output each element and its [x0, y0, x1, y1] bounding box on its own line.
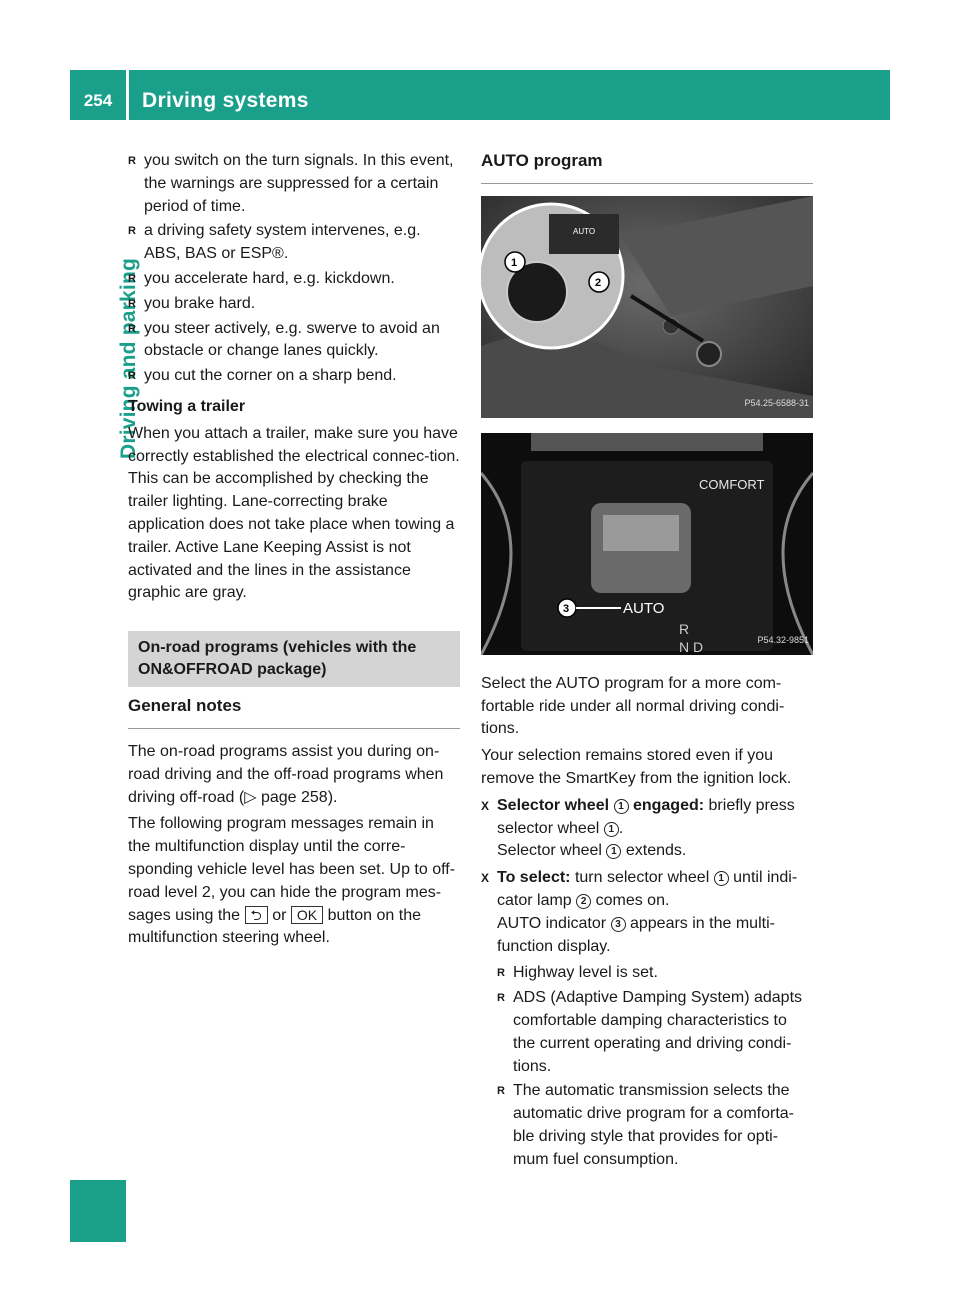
- step2-bold: To select:: [497, 869, 571, 887]
- number-1-icon: 1: [714, 871, 729, 886]
- callout-3: 3: [563, 602, 570, 615]
- back-button-icon: ⮌: [245, 906, 268, 924]
- step2-e: appears in the multi-function display.: [497, 914, 775, 955]
- step2-c: comes on.: [595, 891, 670, 909]
- result-list: [497, 962, 813, 1171]
- callout-1: 1: [511, 256, 518, 269]
- general-notes-p2-b: button on the multifunction steering wheel.: [128, 906, 421, 947]
- gear-nd: N D: [679, 638, 704, 655]
- arrow-icon: X: [481, 871, 490, 886]
- ok-button-icon: OK: [291, 906, 323, 924]
- auto-program-heading: AUTO program: [481, 150, 813, 184]
- side-section-label: Driving and parking: [117, 258, 140, 459]
- number-1-icon: 1: [614, 799, 629, 814]
- gear-r: R: [679, 620, 690, 637]
- side-accent-block: [70, 1180, 126, 1242]
- step-selector-wheel: X Selector wheel 1 engaged: briefly press selector wheel 1 . Selector wheel 1 extends.: [481, 796, 795, 860]
- step1-line2: Selector wheel: [497, 842, 602, 860]
- step1-bold2: engaged:: [632, 796, 705, 814]
- or-text: or: [272, 906, 287, 924]
- general-notes-p2-a: The following program messages remain in the multifunction display until the corre-sponding vehicle level has been set. Up to off-road level 2, you can hide the program mes-sages using the: [128, 815, 456, 924]
- list-item: R a driving safety system intervenes, e.g. ABS, BAS or ESP®.: [128, 220, 460, 266]
- page-number: 254: [83, 91, 113, 110]
- warning-conditions-list: [128, 150, 460, 388]
- console-illustration: [481, 196, 813, 418]
- chapter-title: Driving systems: [142, 89, 309, 112]
- right-column: [481, 150, 813, 1176]
- header-separator: [126, 70, 129, 120]
- photo-code: P54.25-6588-31: [744, 398, 809, 408]
- number-3-icon: 3: [611, 917, 626, 932]
- step2-b: until indi-cator lamp: [497, 869, 798, 909]
- general-notes-p2: [128, 813, 460, 950]
- step-select: [481, 867, 813, 1171]
- towing-text: When you attach a trailer, make sure you have correctly established the electrical connec-tion. This can be accomplished by checking the trailer lighting. Lane-correcting brake application does not take place when towing a trailer. Active Lane Keeping Assist is not activated and the lines in the assistance graphic are gray.: [128, 424, 460, 602]
- general-notes-heading: General notes: [128, 695, 460, 729]
- section-banner: On-road programs (vehicles with the ON&OFFROAD package): [128, 631, 460, 687]
- number-1-icon: 1: [604, 822, 619, 837]
- list-item: R you switch on the turn signals. In this event, the warnings are suppressed for a certain period of time.: [128, 150, 460, 218]
- comfort-label: COMFORT: [699, 476, 765, 492]
- cluster-illustration: [481, 433, 813, 655]
- auto-p2: Your selection remains stored even if you remove the SmartKey from the ignition lock.: [481, 747, 792, 787]
- number-2-icon: 2: [576, 894, 591, 909]
- instrument-cluster-photo: [481, 433, 813, 655]
- step2-a: turn selector wheel: [574, 869, 710, 887]
- number-1-icon: 1: [606, 844, 621, 859]
- list-item: R you steer actively, e.g. swerve to avoid an obstacle or change lanes quickly.: [128, 318, 460, 364]
- auto-label: AUTO: [573, 226, 596, 236]
- callout-2: 2: [595, 276, 602, 289]
- general-notes-p1: The on-road programs assist you during on-road driving and the off-road programs when driving off-road (▷ page 258).: [128, 742, 444, 806]
- step1-rest: briefly press selector wheel: [497, 796, 795, 837]
- page-header: [70, 70, 890, 120]
- step1-line2-end: extends.: [625, 842, 687, 860]
- step2-d: AUTO indicator: [497, 914, 607, 932]
- arrow-icon: X: [481, 798, 490, 813]
- list-item: R you brake hard.: [128, 293, 460, 316]
- left-column: [128, 150, 460, 954]
- list-item: R you accelerate hard, e.g. kickdown.: [128, 268, 460, 291]
- photo-code: P54.32-9851: [757, 635, 809, 645]
- step1-bold: Selector wheel: [497, 796, 610, 814]
- list-item: R you cut the corner on a sharp bend.: [128, 365, 460, 388]
- center-console-photo: [481, 196, 813, 418]
- auto-indicator: AUTO: [623, 599, 665, 617]
- list-item: R ADS (Adaptive Damping System) adapts comfortable damping characteristics to the current operating and driving condi-tions.: [497, 987, 813, 1078]
- list-item: R The automatic transmission selects the automatic drive program for a comforta-ble driving style that provides for opti-mum fuel consumption.: [497, 1080, 813, 1171]
- auto-p1: Select the AUTO program for a more com-fortable ride under all normal driving condi-tions.: [481, 674, 785, 738]
- towing-heading: Towing a trailer: [128, 397, 246, 415]
- list-item: R Highway level is set.: [497, 962, 813, 985]
